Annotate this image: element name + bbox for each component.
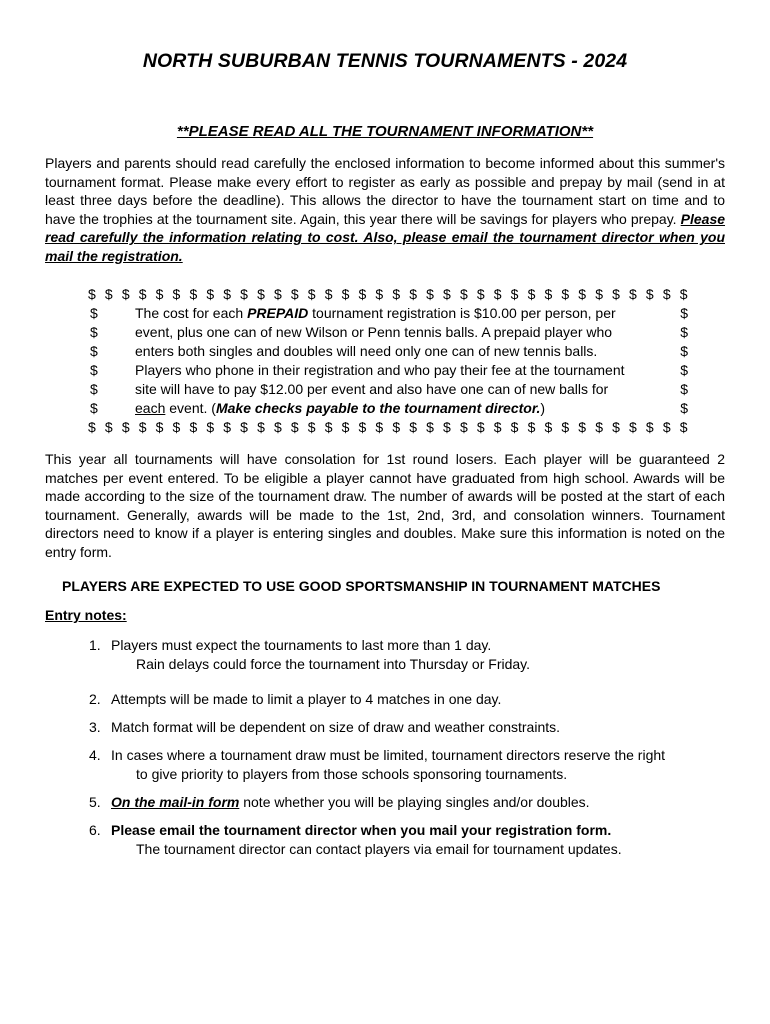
dollar-sign: $ bbox=[426, 419, 434, 435]
dollar-sign: $ bbox=[459, 419, 468, 435]
left-dollar: $ bbox=[90, 324, 98, 340]
right-dollar: $ bbox=[680, 343, 688, 359]
intro-text: Players and parents should read carefully the enclosed information to become informed about this summer's tournament format. Please make every effort to register as early as possible and prepay by mail (send in at least three days before the deadline). This allows the director to have the tournament start on time and to have the trophies at the tournament site. Again, this year there will be savings for players who prepay. bbox=[45, 155, 725, 227]
dollar-sign: $ bbox=[257, 286, 265, 302]
dollar-sign: $ bbox=[476, 286, 485, 302]
dollar-sign: $ bbox=[612, 419, 620, 435]
dollar-sign: $ bbox=[223, 286, 232, 302]
dollar-sign: $ bbox=[189, 286, 198, 302]
sportsmanship-heading: PLAYERS ARE EXPECTED TO USE GOOD SPORTSMANSHIP IN TOURNAMENT MATCHES bbox=[62, 578, 661, 594]
dollar-sign: $ bbox=[510, 286, 519, 302]
consolation-paragraph: This year all tournaments will have consolation for 1st round losers. Each player will be guaranteed 2 matches per event entered. To be eligible a player cannot have graduated from high school. Awards will be made according to the size of the tournament draw. The number of awards will be posted at the start of each tournament. Generally, awards will be made to the 1st, 2nd, 3rd, and consolation winners. Tournament directors need to know if a player is entering singles and doubles. Make sure this information is noted on the entry form. bbox=[45, 451, 725, 560]
dollar-sign: $ bbox=[172, 419, 181, 435]
dollar-sign: $ bbox=[578, 286, 587, 302]
dollar-sign: $ bbox=[595, 286, 603, 302]
dollar-sign: $ bbox=[290, 286, 299, 302]
dollar-sign: $ bbox=[341, 419, 350, 435]
dollar-sign: $ bbox=[679, 286, 688, 302]
dollar-sign: $ bbox=[527, 286, 536, 302]
dollar-sign: $ bbox=[341, 286, 350, 302]
dollar-sign: $ bbox=[679, 419, 688, 435]
cost-line: $ The cost for each PREPAID tournament registration is $10.00 per person, per $ bbox=[90, 305, 688, 321]
dollar-sign: $ bbox=[324, 286, 333, 302]
dollar-sign: $ bbox=[307, 419, 316, 435]
right-dollar: $ bbox=[680, 362, 688, 378]
dollar-sign: $ bbox=[578, 419, 587, 435]
entry-note-5: 5. On the mail-in form note whether you will be playing singles and/or doubles. bbox=[89, 794, 590, 810]
dollar-sign: $ bbox=[595, 419, 603, 435]
dollar-border-top bbox=[88, 285, 688, 304]
dollar-sign: $ bbox=[443, 286, 451, 302]
cost-line: $ event, plus one can of new Wilson or Penn tennis balls. A prepaid player who $ bbox=[90, 324, 688, 340]
entry-notes-heading: Entry notes: bbox=[45, 607, 127, 623]
dollar-sign: $ bbox=[612, 286, 620, 302]
entry-note-2: 2. Attempts will be made to limit a player to 4 matches in one day. bbox=[89, 691, 502, 707]
dollar-sign: $ bbox=[561, 419, 570, 435]
right-dollar: $ bbox=[680, 400, 688, 416]
dollar-sign: $ bbox=[206, 286, 215, 302]
dollar-sign: $ bbox=[426, 286, 434, 302]
dollar-sign: $ bbox=[358, 419, 367, 435]
left-dollar: $ bbox=[90, 381, 98, 397]
dollar-sign: $ bbox=[561, 286, 570, 302]
right-dollar: $ bbox=[680, 324, 688, 340]
dollar-sign: $ bbox=[88, 286, 96, 302]
entry-note-4: 4. In cases where a tournament draw must be limited, tournament directors reserve the right to give priority to players from those schools sponsoring tournaments. bbox=[89, 747, 666, 782]
left-dollar: $ bbox=[90, 362, 98, 378]
dollar-sign: $ bbox=[358, 286, 367, 302]
dollar-sign: $ bbox=[645, 286, 654, 302]
dollar-border-bottom bbox=[88, 418, 688, 437]
dollar-sign: $ bbox=[493, 419, 502, 435]
cost-box bbox=[88, 285, 688, 437]
dollar-sign: $ bbox=[104, 286, 113, 302]
dollar-sign: $ bbox=[629, 286, 637, 302]
dollar-sign: $ bbox=[104, 419, 113, 435]
dollar-sign: $ bbox=[392, 419, 401, 435]
dollar-sign: $ bbox=[273, 286, 282, 302]
dollar-sign: $ bbox=[273, 419, 282, 435]
check-payable-note: Make checks payable to the tournament director. bbox=[215, 400, 541, 416]
dollar-sign: $ bbox=[240, 419, 248, 435]
dollar-sign: $ bbox=[443, 419, 451, 435]
cost-line: $ enters both singles and doubles will need only one can of new tennis balls. $ bbox=[90, 343, 688, 359]
left-dollar: $ bbox=[90, 400, 98, 416]
mail-in-form-emphasis: On the mail-in form bbox=[111, 794, 240, 810]
notice-heading: **PLEASE READ ALL THE TOURNAMENT INFORMATION** bbox=[176, 123, 594, 140]
intro-emphasis: Please read carefully the information relating to cost. Also, please email the tournament director when you mail the registration. bbox=[45, 210, 726, 264]
dollar-sign: $ bbox=[88, 419, 96, 435]
dollar-sign: $ bbox=[409, 286, 418, 302]
page-title: NORTH SUBURBAN TENNIS TOURNAMENTS - 2024 bbox=[142, 50, 628, 72]
dollar-sign: $ bbox=[172, 286, 181, 302]
dollar-sign: $ bbox=[375, 419, 384, 435]
right-dollar: $ bbox=[680, 305, 688, 321]
dollar-sign: $ bbox=[189, 419, 198, 435]
cost-line: $ each event. (Make checks payable to the tournament director.) $ bbox=[90, 400, 688, 416]
left-dollar: $ bbox=[90, 305, 98, 321]
right-dollar: $ bbox=[680, 381, 688, 397]
dollar-sign: $ bbox=[645, 419, 654, 435]
dollar-sign: $ bbox=[375, 286, 384, 302]
email-director-emphasis: Please email the tournament director when you mail your registration form. bbox=[111, 822, 612, 838]
intro-paragraph bbox=[45, 154, 725, 266]
dollar-sign: $ bbox=[257, 419, 265, 435]
dollar-sign: $ bbox=[121, 286, 130, 302]
prepaid-emphasis: PREPAID bbox=[247, 305, 309, 321]
dollar-sign: $ bbox=[138, 419, 147, 435]
entry-note-6: 6. Please email the tournament director when you mail your registration form. The tournament director can contact players via email for tournament updates. bbox=[89, 822, 622, 857]
dollar-sign: $ bbox=[206, 419, 215, 435]
dollar-sign: $ bbox=[307, 286, 316, 302]
dollar-sign: $ bbox=[240, 286, 248, 302]
dollar-sign: $ bbox=[544, 286, 553, 302]
dollar-sign: $ bbox=[121, 419, 130, 435]
dollar-sign: $ bbox=[629, 419, 637, 435]
dollar-sign: $ bbox=[476, 419, 485, 435]
dollar-sign: $ bbox=[493, 286, 502, 302]
entry-note-1: 1. Players must expect the tournaments to last more than 1 day. Rain delays could force the tournament into Thursday or Friday. bbox=[89, 637, 531, 672]
left-dollar: $ bbox=[90, 343, 98, 359]
cost-line: $ site will have to pay $12.00 per event and also have one can of new balls for $ bbox=[90, 381, 688, 397]
dollar-sign: $ bbox=[662, 286, 671, 302]
cost-line: $ Players who phone in their registration and who pay their fee at the tournament $ bbox=[90, 362, 688, 378]
dollar-sign: $ bbox=[544, 419, 553, 435]
dollar-sign: $ bbox=[290, 419, 299, 435]
dollar-sign: $ bbox=[155, 286, 164, 302]
dollar-sign: $ bbox=[662, 419, 671, 435]
dollar-sign: $ bbox=[527, 419, 536, 435]
entry-note-3: 3. Match format will be dependent on size of draw and weather constraints. bbox=[89, 719, 561, 735]
dollar-sign: $ bbox=[138, 286, 147, 302]
dollar-sign: $ bbox=[510, 419, 519, 435]
dollar-sign: $ bbox=[155, 419, 164, 435]
dollar-sign: $ bbox=[392, 286, 401, 302]
dollar-sign: $ bbox=[324, 419, 333, 435]
dollar-sign: $ bbox=[409, 419, 418, 435]
dollar-sign: $ bbox=[223, 419, 232, 435]
dollar-sign: $ bbox=[459, 286, 468, 302]
